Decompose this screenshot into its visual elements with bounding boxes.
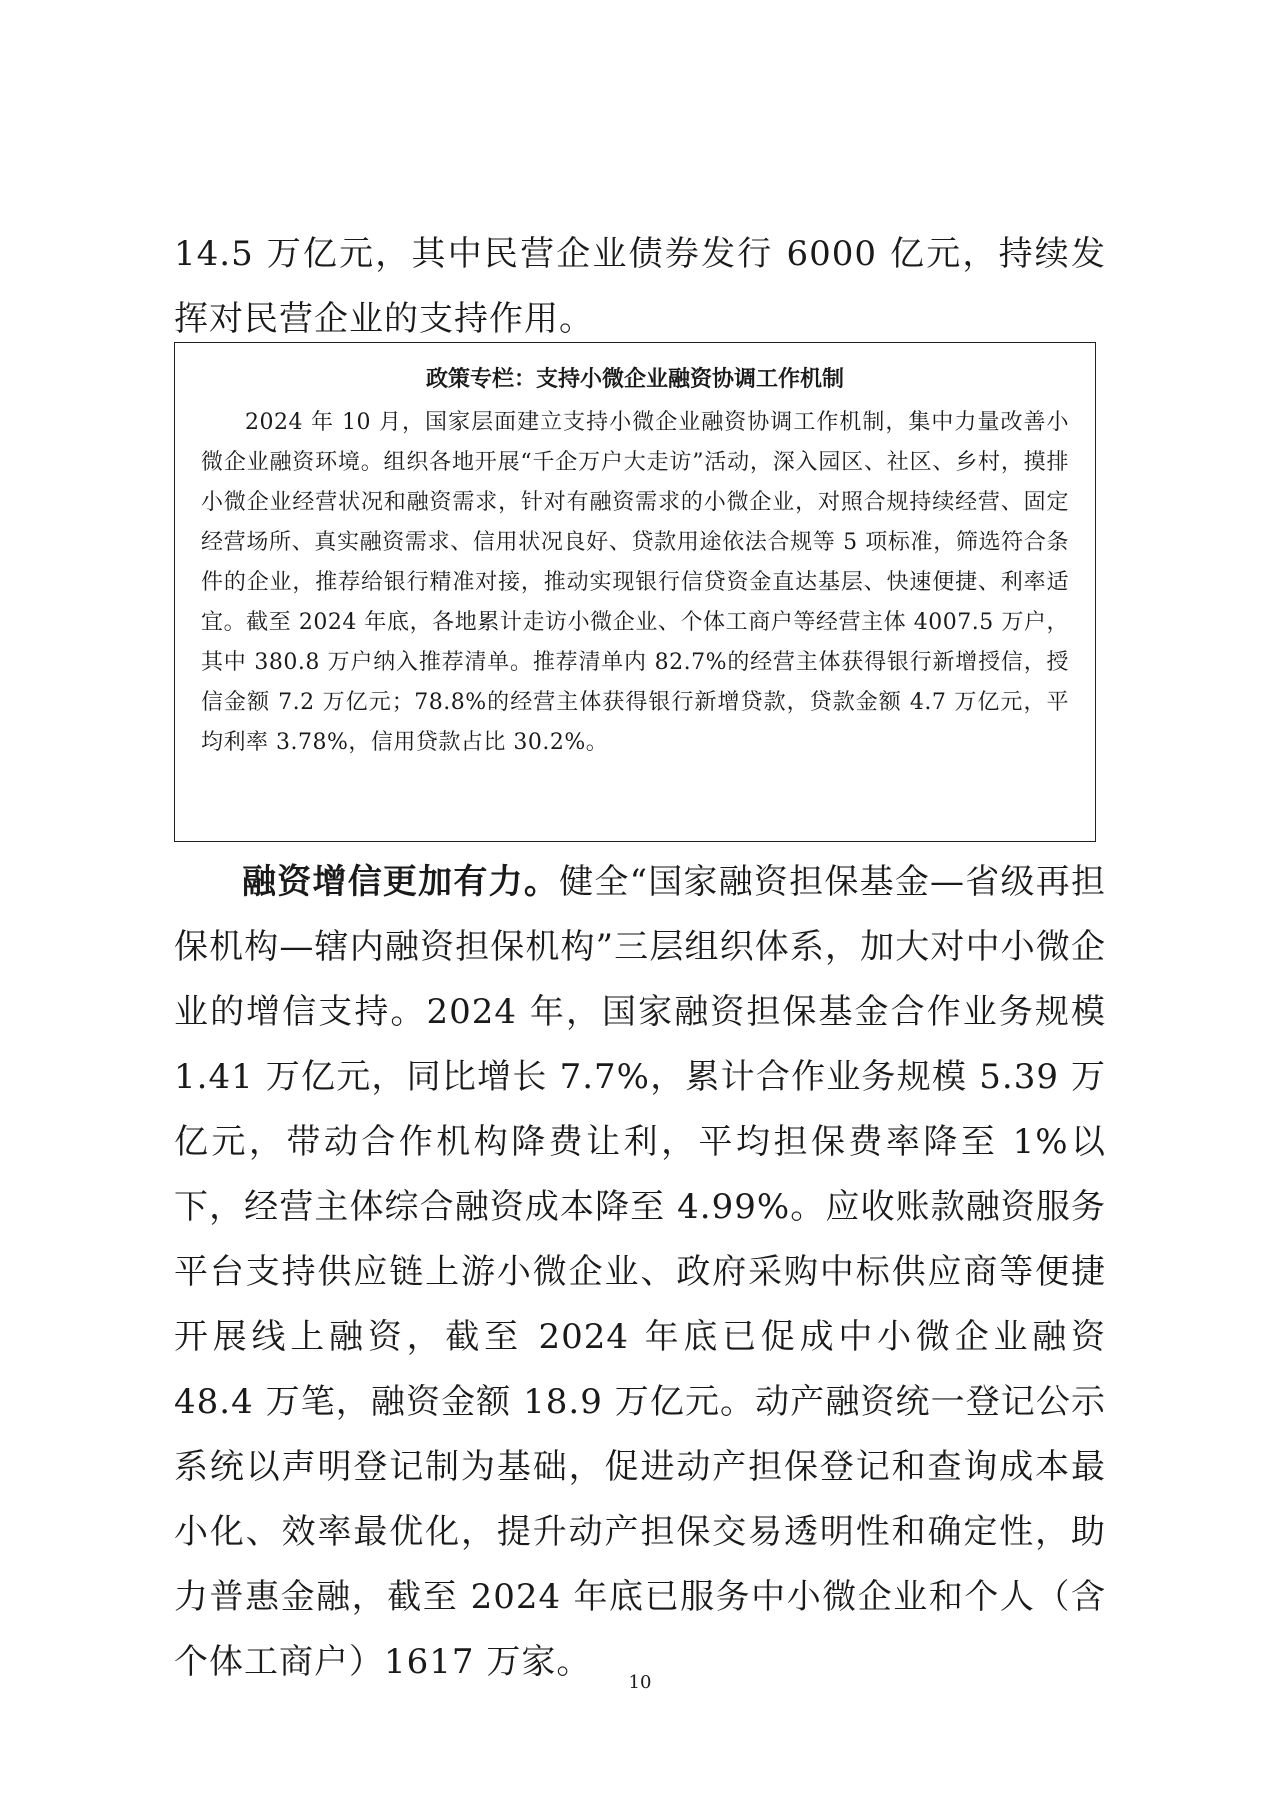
paragraph-lead-heading: 融资增信更加有力。 (242, 862, 560, 902)
policy-column-box (174, 342, 1096, 842)
continued-paragraph: 14.5 万亿元，其中民营企业债券发行 6000 亿元，持续发挥对民营企业的支持作用。 (174, 234, 1106, 339)
policy-column-body: 2024 年 10 月，国家层面建立支持小微企业融资协调工作机制，集中力量改善小微企业融资环境。组织各地开展“千企万户大走访”活动，深入园区、社区、乡村，摸排小微企业经营状况和融资需求，针对有融资需求的小微企业，对照合规持续经营、固定经营场所、真实融资需求、信用状况良好、贷款用途依法合规等 5 项标准，筛选符合条件的企业，推荐给银行精准对接，推动实现银行信贷资金直达基层、快速便捷、利率适宜。截至 2024 年底，各地累计走访小微企业、个体工商户等经营主体 4007.5 万户，其中 380.8 万户纳入推荐清单。推荐清单内 82.7%的经营主体获得银行新增授信，授信金额 7.2 万亿元；78.8%的经营主体获得银行新增贷款，贷款金额 4.7 万亿元，平均利率 3.78%，信用贷款占比 30.2%。 (201, 410, 1069, 755)
policy-column-title: 政策专栏：支持小微企业融资协调工作机制 (425, 367, 844, 392)
paragraph-body-text: 健全“国家融资担保基金—省级再担保机构—辖内融资担保机构”三层组织体系，加大对中小微企业的增信支持。2024 年，国家融资担保基金合作业务规模 1.41 万亿元，同比增长 7.7%，累计合作业务规模 5.39 万亿元，带动合作机构降费让利，平均担保费率降至 1%以下，经营主体综合融资成本降至 4.99%。应收账款融资服务平台支持供应链上游小微企业、政府采购中标供应商等便捷开展线上融资，截至 2024 年底已促成中小微企业融资 48.4 万笔，融资金额 18.9 万亿元。动产融资统一登记公示系统以声明登记制为基础，促进动产担保登记和查询成本最小化、效率最优化，提升动产担保交易透明性和确定性，助力普惠金融，截至 2024 年底已服务中小微企业和个人（含个体工商户）1617 万家。 (174, 862, 1106, 1682)
financing-guarantee-paragraph (174, 850, 1106, 1695)
page-number: 10 (628, 1672, 652, 1693)
